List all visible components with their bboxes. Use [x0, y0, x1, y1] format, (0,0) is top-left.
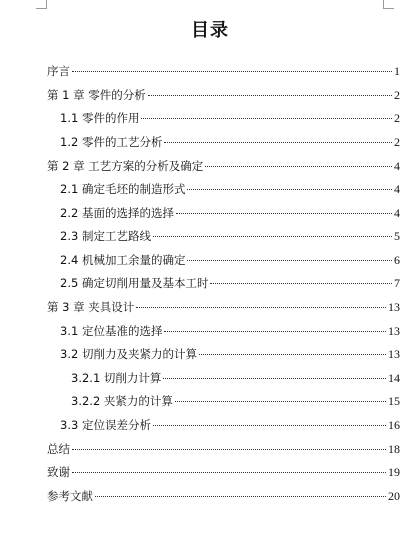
- dot-leader: [205, 166, 392, 167]
- toc-entry-page: 13: [388, 300, 400, 314]
- dot-leader: [187, 260, 392, 261]
- toc-entry-2-4[interactable]: [60, 250, 400, 270]
- dot-leader: [153, 236, 392, 237]
- toc-entry-page: 7: [394, 276, 400, 290]
- toc-entry-2-5[interactable]: [60, 273, 400, 293]
- toc-entry-page: 19: [388, 465, 400, 479]
- toc-entry-2-1[interactable]: [60, 179, 400, 199]
- toc-entry-label: 2.2 基面的选择的选择: [60, 206, 174, 220]
- toc-entry-page: 2: [394, 88, 400, 102]
- toc-entry-page: 2: [394, 111, 400, 125]
- toc-entry-1-2[interactable]: [60, 132, 400, 152]
- toc-entry-label: 3.1 定位基准的选择: [60, 324, 163, 338]
- toc-entry-page: 2: [394, 135, 400, 149]
- toc-entry-label: 第 3 章 夹具设计: [47, 300, 135, 314]
- toc-entry-label: 3.3 定位误差分析: [60, 418, 151, 432]
- dot-leader: [136, 307, 386, 308]
- toc-entry-label: 第 1 章 零件的分析: [47, 88, 146, 102]
- toc-entry-3-1[interactable]: [60, 321, 400, 341]
- dot-leader: [148, 95, 392, 96]
- toc-entry-page: 4: [394, 206, 400, 220]
- toc-entry-1-1[interactable]: [60, 108, 400, 128]
- toc-entry-page: 13: [388, 324, 400, 338]
- toc-entry-chapter-1[interactable]: [47, 85, 400, 105]
- page-corner-mark-right: [383, 0, 394, 9]
- toc-entry-label: 3.2 切削力及夹紧力的计算: [60, 347, 197, 361]
- toc-entry-label: 第 2 章 工艺方案的分析及确定: [47, 159, 204, 173]
- toc-entry-2-3[interactable]: [60, 226, 400, 246]
- dot-leader: [210, 283, 392, 284]
- toc-entry-label: 2.4 机械加工余量的确定: [60, 253, 186, 267]
- dot-leader: [187, 189, 392, 190]
- toc-entry-label: 序言: [47, 64, 70, 78]
- toc-entry-label: 2.3 制定工艺路线: [60, 229, 151, 243]
- toc-entry-label: 1.1 零件的作用: [60, 111, 140, 125]
- dot-leader: [153, 425, 386, 426]
- page-title: 目录: [191, 20, 229, 41]
- toc-entry-label: 2.5 确定切削用量及基本工时: [60, 276, 209, 290]
- dot-leader: [72, 449, 386, 450]
- toc-entry-acknowledgements[interactable]: [47, 462, 400, 482]
- dot-leader: [164, 331, 386, 332]
- toc-entry-page: 4: [394, 159, 400, 173]
- toc-entry-chapter-3[interactable]: [47, 297, 400, 317]
- dot-leader: [164, 142, 392, 143]
- toc-entry-label: 3.2.1 切削力计算: [71, 371, 162, 385]
- toc-entry-page: 1: [394, 64, 400, 78]
- toc-entry-page: 15: [388, 394, 400, 408]
- dot-leader: [199, 354, 386, 355]
- dot-leader: [72, 472, 386, 473]
- toc-entry-page: 5: [394, 229, 400, 243]
- toc-entry-label: 总结: [47, 442, 70, 456]
- toc-entry-3-2-2[interactable]: [71, 391, 400, 411]
- dot-leader: [175, 401, 386, 402]
- toc-entry-3-2[interactable]: [60, 344, 400, 364]
- toc-entry-label: 1.2 零件的工艺分析: [60, 135, 163, 149]
- toc-entry-chapter-2[interactable]: [47, 156, 400, 176]
- toc-entry-label: 致谢: [47, 465, 70, 479]
- dot-leader: [163, 378, 386, 379]
- toc-entry-page: 18: [388, 442, 400, 456]
- toc-entry-page: 6: [394, 253, 400, 267]
- toc-entry-page: 16: [388, 418, 400, 432]
- toc-entry-summary[interactable]: [47, 439, 400, 459]
- toc-entry-page: 14: [388, 371, 400, 385]
- dot-leader: [141, 118, 392, 119]
- toc-entry-3-3[interactable]: [60, 415, 400, 435]
- dot-leader: [95, 496, 386, 497]
- toc-entry-2-2[interactable]: [60, 203, 400, 223]
- dot-leader: [72, 71, 392, 72]
- dot-leader: [176, 213, 392, 214]
- toc-entry-page: 13: [388, 347, 400, 361]
- toc-entry-references[interactable]: [47, 486, 400, 506]
- toc-entry-3-2-1[interactable]: [71, 368, 400, 388]
- toc-entry-page: 20: [388, 489, 400, 503]
- toc-entry-label: 参考文献: [47, 489, 93, 503]
- toc-entry-label: 2.1 确定毛坯的制造形式: [60, 182, 186, 196]
- toc-entry-label: 3.2.2 夹紧力的计算: [71, 394, 173, 408]
- toc-entry-page: 4: [394, 182, 400, 196]
- page-corner-mark-left: [36, 0, 47, 9]
- toc-entry-preface[interactable]: [47, 61, 400, 81]
